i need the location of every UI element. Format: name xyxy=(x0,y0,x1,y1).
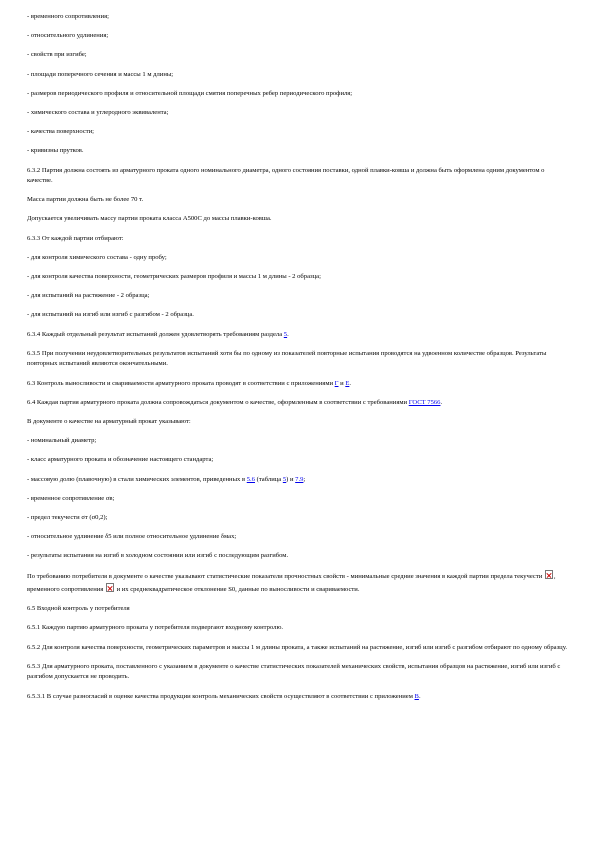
paragraph-text: Допускается увеличивать массу партии проката класса А500С до массы плавки-ковша. xyxy=(27,215,272,223)
list-item-text: - относительное удлинение δ5 или полное относительное удлинение δмах; xyxy=(27,533,237,541)
paragraph xyxy=(27,195,569,206)
paragraph-text: 6.3 Контроль выносливости и свариваемости арматурного проката проводят в соответствии с приложениями xyxy=(27,379,335,387)
list-item-text: - результаты испытания на изгиб в холодном состоянии или изгиб с последующим разгибом. xyxy=(27,552,289,560)
paragraph xyxy=(27,692,569,703)
list-item-text: - относительного удлинения; xyxy=(27,32,109,40)
table-link[interactable]: 5 xyxy=(282,475,287,483)
list-item xyxy=(27,70,569,81)
list-item xyxy=(27,455,569,466)
list-item-text: - качества поверхности; xyxy=(27,128,95,136)
paragraph-text: 6.3.5 При получении неудовлетворительных результатов испытаний хотя бы по одному из показателей повторные испытания проводятся на удвоенном количестве образцов. Результаты повторных испытаний являются окончательными. xyxy=(27,349,547,368)
paragraph-text: По требованию потребителя в документе о качестве указывают статистические показатели прочностных свойств - минимальные средние значения в каждой партии предела текучести xyxy=(27,573,544,581)
paragraph-text: . xyxy=(287,330,289,338)
paragraph xyxy=(27,570,569,595)
paragraph-text: 6.5.1 Каждую партию арматурного проката у потребителя подвергают входному контролю. xyxy=(27,624,284,632)
paragraph xyxy=(27,398,569,409)
list-item xyxy=(27,494,569,505)
paragraph xyxy=(27,379,569,390)
list-item xyxy=(27,475,569,486)
list-item-text: - для контроля химического состава - одну пробу; xyxy=(27,253,167,261)
paragraph xyxy=(27,214,569,225)
paragraph-text: . xyxy=(418,692,421,700)
list-item xyxy=(27,31,569,42)
section-link[interactable]: 5 xyxy=(283,330,288,338)
list-item xyxy=(27,12,569,23)
list-item xyxy=(27,310,569,321)
list-item-text: - для контроля качества поверхности, геометрических размеров профиля и массы 1 м длины - 2 образца; xyxy=(27,273,321,281)
list-item xyxy=(27,127,569,138)
paragraph xyxy=(27,330,569,341)
list-item-text: - площади поперечного сечения и массы 1 м длины; xyxy=(27,70,174,78)
list-item-text: ; xyxy=(303,475,306,483)
paragraph xyxy=(27,623,569,634)
list-item-text: - номинальный диаметр; xyxy=(27,437,97,445)
broken-image-icon xyxy=(545,570,553,579)
paragraph-text: и их среднеквадратическое отклонение S0, данные по выносливости и свариваемости. xyxy=(114,586,360,594)
paragraph xyxy=(27,166,569,187)
list-item xyxy=(27,253,569,264)
paragraph xyxy=(27,417,569,428)
appendix-link[interactable]: Е xyxy=(345,379,350,387)
list-item xyxy=(27,436,569,447)
paragraph xyxy=(27,234,569,245)
list-item xyxy=(27,532,569,543)
paragraph-text: 6.5.3 Для арматурного проката, поставленного с указанием в документе о качестве статистических показателей механических свойств, испытания образцов на растяжение, изгиб или изгиб с разгибом допускается не проводить. xyxy=(27,662,561,681)
paragraph-text: Масса партии должна быть не более 70 т. xyxy=(27,196,144,204)
paragraph-text: 6.3.3 От каждой партии отбирают: xyxy=(27,234,124,242)
list-item-text: (таблица xyxy=(254,475,283,483)
list-item-text: - для испытаний на растяжение - 2 образца; xyxy=(27,292,150,300)
list-item-text: - массовую долю (плавочную) в стали химических элементов, приведенных в xyxy=(27,475,247,483)
paragraph-text: В документе о качестве на арматурный прокат указывают: xyxy=(27,417,191,425)
clause-link[interactable]: 5.6 xyxy=(246,475,255,483)
list-item xyxy=(27,272,569,283)
paragraph-text: . xyxy=(349,379,351,387)
paragraph-text: 6.4 Каждая партия арматурного проката должна сопровождаться документом о качестве, оформленным в соответствии с требованиями xyxy=(27,398,409,406)
section-heading-text: 6.5 Входной контроль у потребителя xyxy=(27,605,130,613)
paragraph-text: 6.3.4 Каждый отдельный результат испытаний должен удовлетворять требованиям раздела xyxy=(27,330,284,338)
paragraph xyxy=(27,662,569,683)
section-heading xyxy=(27,604,569,615)
list-item-text: ) и xyxy=(286,475,296,483)
list-item xyxy=(27,551,569,562)
standard-link[interactable]: ГОСТ 7566 xyxy=(408,398,441,406)
list-item-text: - предел текучести σт (σ0,2); xyxy=(27,513,108,521)
appendix-link[interactable]: Г xyxy=(334,379,339,387)
list-item xyxy=(27,89,569,100)
list-item xyxy=(27,513,569,524)
list-item-text: - кривизны прутков. xyxy=(27,147,84,155)
broken-image-icon xyxy=(106,583,114,592)
list-item xyxy=(27,291,569,302)
list-item xyxy=(27,146,569,157)
appendix-link[interactable]: В xyxy=(414,692,419,700)
list-item-text: - временного сопротивления; xyxy=(27,13,109,20)
list-item xyxy=(27,50,569,61)
paragraph-text: и xyxy=(338,379,346,387)
list-item xyxy=(27,108,569,119)
paragraph-text: . xyxy=(440,398,443,406)
paragraph-text: 6.5.2 Для контроля качества поверхности, геометрических параметров и массы 1 м длины проката, а также испытаний на растяжение, изгиб или изгиб с разгибом отбирают по одному образцу. xyxy=(27,643,567,651)
paragraph xyxy=(27,643,569,654)
clause-link[interactable]: 7.9 xyxy=(295,475,304,483)
paragraph xyxy=(27,349,569,370)
list-item-text: - для испытаний на изгиб или изгиб с разгибом - 2 образца. xyxy=(27,311,194,319)
paragraph-text: , временного сопротивления xyxy=(27,573,556,594)
list-item-text: - размеров периодического профиля и относительной площади смятия поперечных ребер периодического профиля; xyxy=(27,89,353,97)
list-item-text: - химического состава и углеродного эквивалента; xyxy=(27,108,169,116)
paragraph-text: 6.5.3.1 В случае разногласий в оценке качества продукции контроль механических свойств осуществляют в соответствии с приложением xyxy=(27,692,415,700)
paragraph-text: 6.3.2 Партия должна состоять из арматурного проката одного номинального диаметра, одного состояния поставки, одной плавки-ковша и должна быть оформлена одним документом о качестве. xyxy=(27,166,545,185)
list-item-text: - временное сопротивление σв; xyxy=(27,494,115,502)
list-item-text: - класс арматурного проката и обозначение настоящего стандарта; xyxy=(27,456,214,464)
list-item-text: - свойств при изгибе; xyxy=(27,51,87,59)
